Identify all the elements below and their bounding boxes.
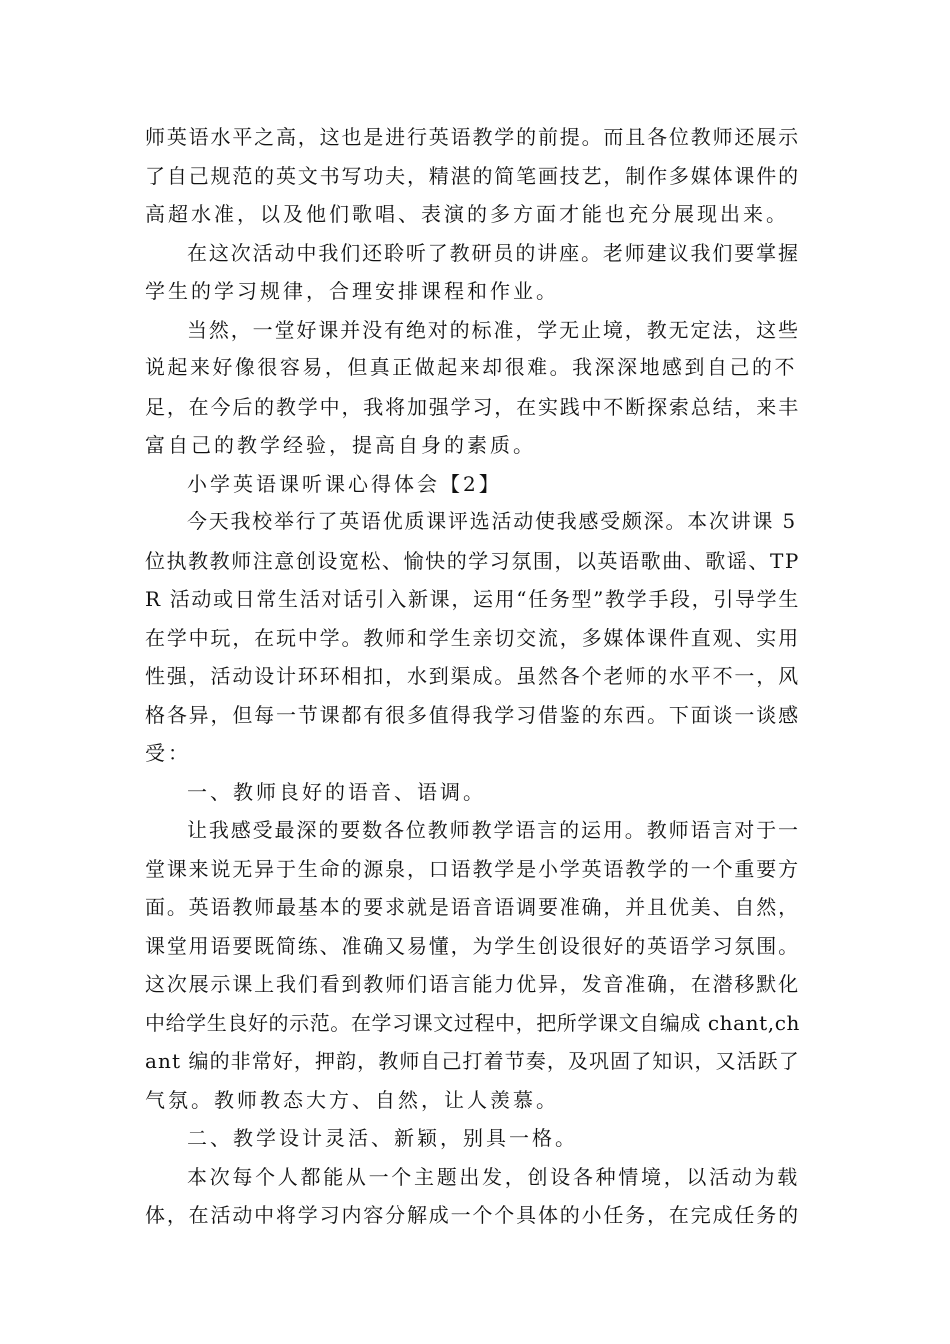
text-line: 面。英语教师最基本的要求就是语音语调要准确，并且优美、自然， <box>145 895 800 919</box>
section-heading: 一、教师良好的语音、语调。 <box>187 780 486 804</box>
text-line: 富自己的教学经验，提高自身的素质。 <box>145 433 536 457</box>
text-line: 了自己规范的英文书写功夫，精湛的简笔画技艺，制作多媒体课件的 <box>145 164 800 188</box>
text-line: ant 编的非常好，押韵，教师自己打着节奏，及巩固了知识，又活跃了 <box>145 1049 800 1073</box>
text-line: 体，在活动中将学习内容分解成一个个具体的小任务，在完成任务的 <box>145 1203 800 1227</box>
text-line: 中给学生良好的示范。在学习课文过程中，把所学课文自编成 chant,ch <box>145 1011 800 1035</box>
text-line: 学生的学习规律，合理安排课程和作业。 <box>145 279 559 303</box>
paragraph-start: 让我感受最深的要数各位教师教学语言的运用。教师语言对于一 <box>187 818 800 842</box>
text-line: 说起来好像很容易，但真正做起来却很难。我深深地感到自己的不 <box>145 356 797 379</box>
text-line: 课堂用语要既简练、准确又易懂，为学生创设很好的英语学习氛围。 <box>145 934 800 958</box>
text-line: R 活动或日常生活对话引入新课，运用“任务型”教学手段，引导学生 <box>145 587 800 611</box>
text-line: 受： <box>145 741 191 765</box>
text-line: 性强，活动设计环环相扣，水到渠成。虽然各个老师的水平不一，风 <box>145 664 800 688</box>
paragraph-start: 今天我校举行了英语优质课评选活动使我感受颇深。本次讲课 5 <box>187 510 797 533</box>
paragraph-start: 在这次活动中我们还聆听了教研员的讲座。老师建议我们要掌握 <box>187 241 800 265</box>
text-line: 高超水准，以及他们歌唱、表演的多方面才能也充分展现出来。 <box>145 202 789 226</box>
text-line: 在学中玩，在玩中学。教师和学生亲切交流，多媒体课件直观、实用 <box>145 626 800 650</box>
text-line: 这次展示课上我们看到教师们语言能力优异，发音准确，在潜移默化 <box>145 972 800 996</box>
text-line: 格各异，但每一节课都有很多值得我学习借鉴的东西。下面谈一谈感 <box>145 703 800 727</box>
text-line: 气氛。教师教态大方、自然，让人羡慕。 <box>145 1088 559 1112</box>
text-line: 师英语水平之高，这也是进行英语教学的前提。而且各位教师还展示 <box>145 125 800 149</box>
text-line: 足，在今后的教学中，我将加强学习，在实践中不断探索总结，来丰 <box>145 395 800 419</box>
section-heading: 二、教学设计灵活、新颖，别具一格。 <box>187 1126 578 1150</box>
text-line: 位执教教师注意创设宽松、愉快的学习氛围，以英语歌曲、歌谣、TP <box>145 549 800 573</box>
section-heading: 小学英语课听课心得体会【2】 <box>187 472 502 496</box>
text-line: 堂课来说无异于生命的源泉，口语教学是小学英语教学的一个重要方 <box>145 857 800 881</box>
paragraph-start: 本次每个人都能从一个主题出发，创设各种情境，以活动为载 <box>187 1165 800 1189</box>
paragraph-start: 当然，一堂好课并没有绝对的标准，学无止境，教无定法，这些 <box>187 318 800 342</box>
